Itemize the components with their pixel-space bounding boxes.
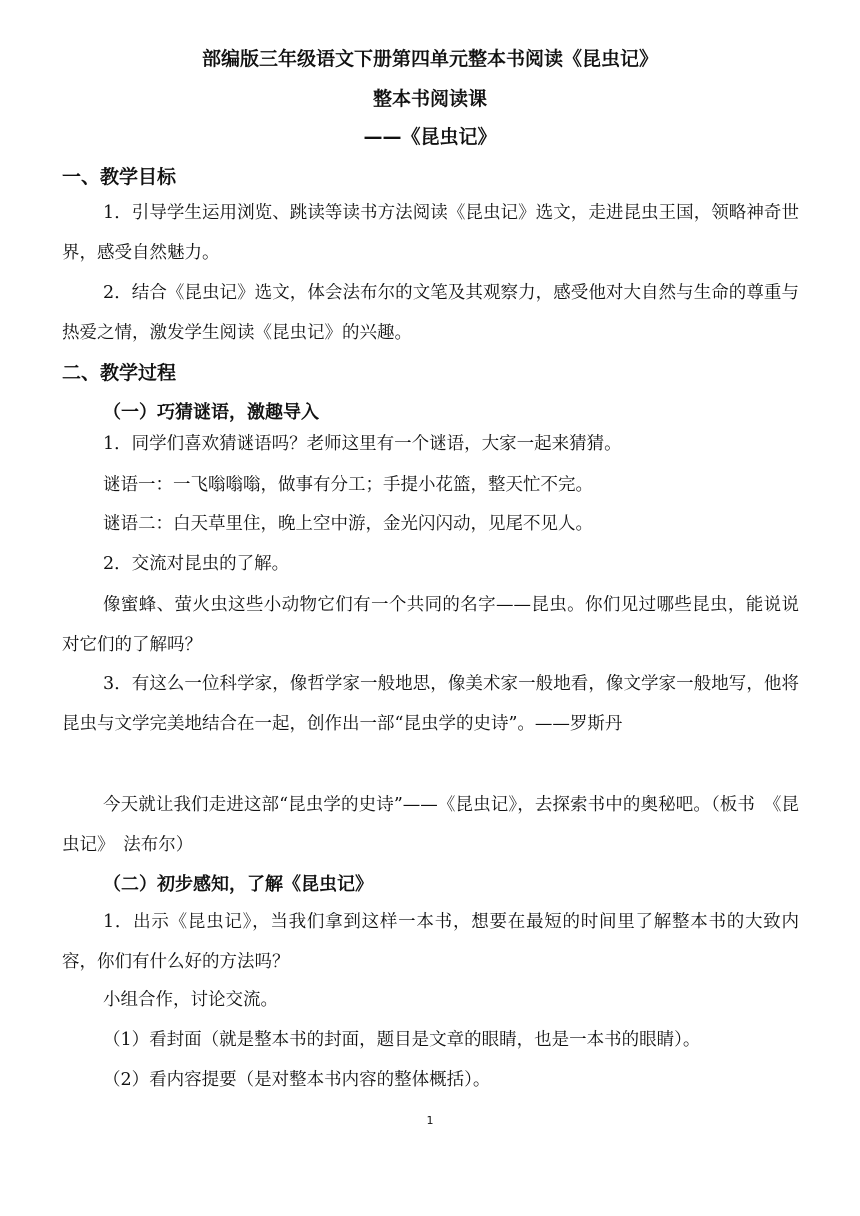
document-title: 部编版三年级语文下册第四单元整本书阅读《昆虫记》: [201, 48, 658, 70]
paragraph-group-work: 小组合作，讨论交流。: [103, 990, 278, 1010]
paragraph-scientist-quote: 3．有这么一位科学家，像哲学家一般地思，像美术家一般地看，像文学家一般地写，他将昆虫与文学完美地结合在一起，创作出一部“昆虫学的史诗”。——罗斯丹: [62, 674, 799, 734]
section-heading-goals: 一、教学目标: [62, 166, 177, 188]
goal-item-1: 1．引导学生运用浏览、跳读等读书方法阅读《昆虫记》选文，走进昆虫王国，领略神奇世界，感受自然魅力。: [62, 203, 799, 263]
part-heading-riddles: （一）巧猜谜语，激趣导入: [103, 402, 319, 423]
riddle-2: 谜语二：白天草里住，晚上空中游，金光闪闪动，见尾不见人。: [103, 514, 593, 534]
paragraph-riddle-intro: 1．同学们喜欢猜谜语吗？老师这里有一个谜语，大家一起来猜猜。: [103, 434, 622, 454]
paragraph-cover: （1）看封面（就是整本书的封面，题目是文章的眼睛，也是一本书的眼睛）。: [103, 1030, 701, 1050]
document-byline: ——《昆虫记》: [363, 126, 497, 148]
page-number: 1: [426, 1114, 434, 1127]
paragraph-insects-name: 像蜜蜂、萤火虫这些小动物它们有一个共同的名字——昆虫。你们见过哪些昆虫，能说说对它们的了解吗？: [62, 595, 799, 655]
section-heading-process: 二、教学过程: [62, 362, 177, 384]
goal-item-2: 2．结合《昆虫记》选文，体会法布尔的文笔及其观察力，感受他对大自然与生命的尊重与热爱之情，激发学生阅读《昆虫记》的兴趣。: [62, 283, 799, 343]
paragraph-show-book: 1．出示《昆虫记》，当我们拿到这样一本书，想要在最短的时间里了解整本书的大致内容，你们有什么好的方法吗？: [62, 912, 799, 972]
paragraph-discuss-insects: 2．交流对昆虫的了解。: [103, 554, 290, 574]
riddle-1: 谜语一：一飞嗡嗡嗡，做事有分工；手提小花篮，整天忙不完。: [103, 475, 593, 495]
part-heading-perception: （二）初步感知，了解《昆虫记》: [103, 874, 373, 895]
paragraph-summary: （2）看内容提要（是对整本书内容的整体概括）。: [103, 1070, 491, 1090]
document-subtitle: 整本书阅读课: [372, 88, 487, 110]
paragraph-board-writing: 今天就让我们走进这部“昆虫学的史诗”——《昆虫记》，去探索书中的奥秘吧。（板书 《昆虫记》 法布尔）: [62, 795, 799, 855]
